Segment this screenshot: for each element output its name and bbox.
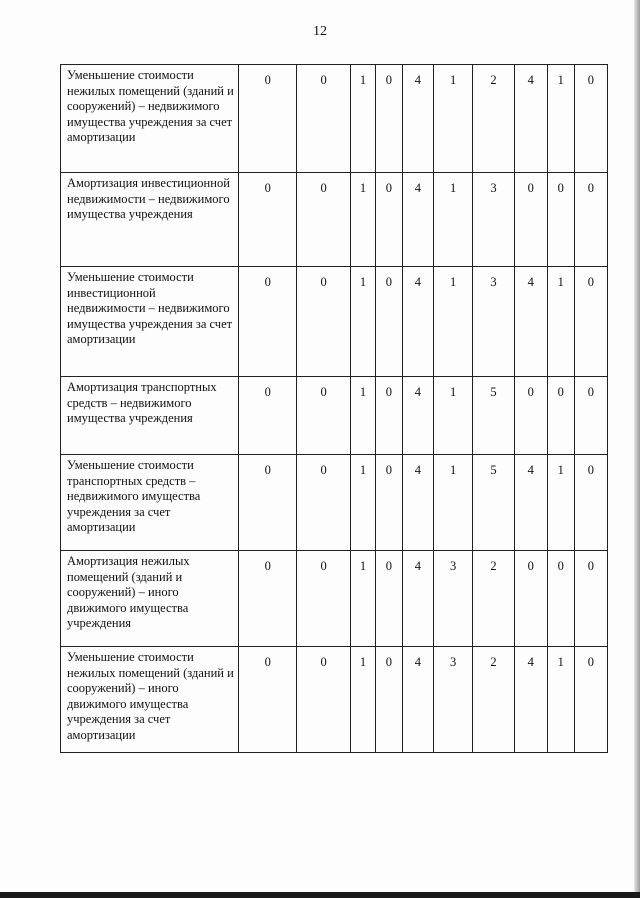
row-label: Уменьшение стоимости нежилых помещений (зданий и сооружений) – иного движимого имущества учреждения за счет амортизации bbox=[61, 647, 239, 753]
code-digit: 0 bbox=[514, 173, 547, 267]
table-row bbox=[61, 377, 608, 455]
code-digit: 0 bbox=[239, 551, 297, 647]
scan-edge-bottom bbox=[0, 892, 640, 898]
code-digit: 0 bbox=[574, 267, 607, 377]
row-label: Уменьшение стоимости нежилых помещений (зданий и сооружений) – недвижимого имущества учреждения за счет амортизации bbox=[61, 65, 239, 173]
code-digit: 4 bbox=[402, 65, 433, 173]
code-digit: 1 bbox=[547, 455, 574, 551]
code-digit: 1 bbox=[351, 65, 376, 173]
code-digit: 1 bbox=[433, 455, 472, 551]
code-digit: 0 bbox=[239, 65, 297, 173]
table-row bbox=[61, 647, 608, 753]
code-digit: 1 bbox=[351, 647, 376, 753]
code-digit: 0 bbox=[297, 455, 351, 551]
code-digit: 0 bbox=[547, 377, 574, 455]
table-row bbox=[61, 551, 608, 647]
code-digit: 3 bbox=[433, 551, 472, 647]
code-digit: 0 bbox=[514, 377, 547, 455]
code-digit: 1 bbox=[433, 173, 472, 267]
code-digit: 3 bbox=[433, 647, 472, 753]
code-digit: 1 bbox=[547, 65, 574, 173]
code-digit: 0 bbox=[574, 377, 607, 455]
code-digit: 4 bbox=[402, 551, 433, 647]
code-digit: 0 bbox=[239, 173, 297, 267]
code-digit: 0 bbox=[297, 551, 351, 647]
code-digit: 0 bbox=[297, 647, 351, 753]
code-digit: 1 bbox=[547, 647, 574, 753]
code-digit: 0 bbox=[375, 173, 402, 267]
code-digit: 1 bbox=[351, 267, 376, 377]
code-digit: 0 bbox=[574, 173, 607, 267]
code-digit: 1 bbox=[433, 267, 472, 377]
code-digit: 2 bbox=[473, 647, 514, 753]
code-digit: 1 bbox=[547, 267, 574, 377]
code-digit: 4 bbox=[514, 65, 547, 173]
code-digit: 5 bbox=[473, 377, 514, 455]
code-digit: 0 bbox=[239, 455, 297, 551]
code-digit: 2 bbox=[473, 551, 514, 647]
code-digit: 0 bbox=[547, 173, 574, 267]
code-digit: 1 bbox=[351, 173, 376, 267]
code-digit: 0 bbox=[574, 65, 607, 173]
code-digit: 0 bbox=[375, 267, 402, 377]
code-digit: 1 bbox=[351, 377, 376, 455]
code-digit: 0 bbox=[375, 647, 402, 753]
table-row bbox=[61, 267, 608, 377]
row-label: Амортизация инвестиционной недвижимости – недвижимого имущества учреждения bbox=[61, 173, 239, 267]
code-digit: 0 bbox=[297, 377, 351, 455]
row-label: Уменьшение стоимости транспортных средств – недвижимого имущества учреждения за счет амортизации bbox=[61, 455, 239, 551]
code-digit: 1 bbox=[351, 551, 376, 647]
code-digit: 0 bbox=[297, 173, 351, 267]
row-label: Амортизация транспортных средств – недвижимого имущества учреждения bbox=[61, 377, 239, 455]
code-digit: 0 bbox=[239, 647, 297, 753]
code-digit: 4 bbox=[402, 173, 433, 267]
code-digit: 1 bbox=[351, 455, 376, 551]
code-digit: 4 bbox=[514, 455, 547, 551]
code-digit: 4 bbox=[514, 267, 547, 377]
code-digit: 0 bbox=[375, 65, 402, 173]
code-digit: 0 bbox=[514, 551, 547, 647]
code-digit: 4 bbox=[402, 377, 433, 455]
code-digit: 0 bbox=[375, 455, 402, 551]
code-digit: 4 bbox=[402, 455, 433, 551]
code-digit: 0 bbox=[574, 551, 607, 647]
code-digit: 3 bbox=[473, 267, 514, 377]
code-digit: 2 bbox=[473, 65, 514, 173]
code-digit: 0 bbox=[297, 267, 351, 377]
code-digit: 0 bbox=[239, 377, 297, 455]
code-digit: 0 bbox=[547, 551, 574, 647]
code-digit: 4 bbox=[514, 647, 547, 753]
code-digit: 0 bbox=[375, 551, 402, 647]
scan-edge-right bbox=[634, 0, 640, 898]
code-digit: 4 bbox=[402, 267, 433, 377]
page-number: 12 bbox=[313, 24, 327, 39]
code-digit: 0 bbox=[239, 267, 297, 377]
account-code-table bbox=[60, 64, 608, 753]
row-label: Уменьшение стоимости инвестиционной недвижимости – недвижимого имущества учреждения за счет амортизации bbox=[61, 267, 239, 377]
table-row bbox=[61, 65, 608, 173]
code-digit: 0 bbox=[574, 455, 607, 551]
code-digit: 0 bbox=[375, 377, 402, 455]
code-digit: 5 bbox=[473, 455, 514, 551]
code-digit: 1 bbox=[433, 65, 472, 173]
code-digit: 4 bbox=[402, 647, 433, 753]
code-digit: 0 bbox=[574, 647, 607, 753]
table-row bbox=[61, 173, 608, 267]
code-digit: 1 bbox=[433, 377, 472, 455]
row-label: Амортизация нежилых помещений (зданий и сооружений) – иного движимого имущества учреждения bbox=[61, 551, 239, 647]
table-row bbox=[61, 455, 608, 551]
code-digit: 0 bbox=[297, 65, 351, 173]
code-digit: 3 bbox=[473, 173, 514, 267]
